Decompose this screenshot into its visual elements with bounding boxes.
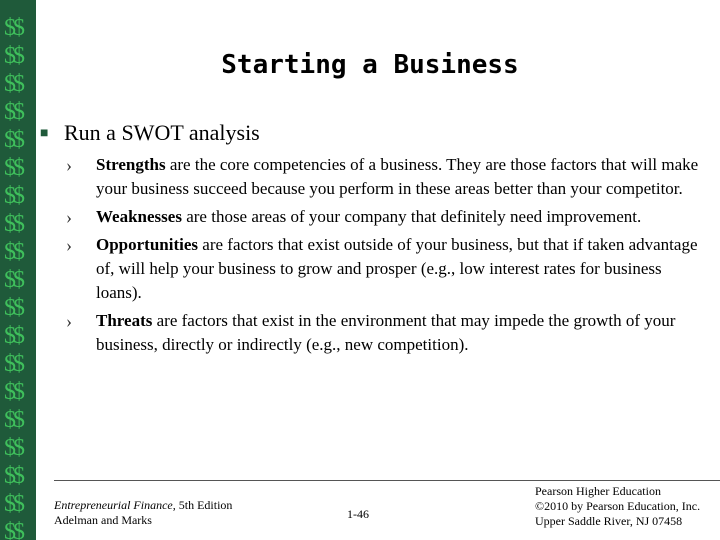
dollar-sign-icon: $$ — [4, 239, 22, 265]
dollar-sign-icon: $$ — [4, 351, 22, 377]
swot-list — [66, 153, 706, 361]
dollar-sign-icon: $$ — [4, 491, 22, 517]
description-opportunities: are factors that exist outside of your business, but that if taken advantage of, will help your business to grow and prosper (e.g., low interest rates for business loans). — [96, 235, 698, 302]
dollar-sign-icon: $$ — [4, 267, 22, 293]
dollar-sign-icon: $$ — [4, 295, 22, 321]
dollar-sign-icon: $$ — [4, 127, 22, 153]
dollar-sign-icon: $$ — [4, 15, 22, 41]
dollar-sign-sidebar — [0, 0, 36, 540]
book-authors: Adelman and Marks — [54, 513, 152, 527]
dollar-sign-icon: $$ — [4, 99, 22, 125]
main-bullet — [40, 120, 700, 150]
term-weaknesses: Weaknesses — [96, 207, 182, 226]
dollar-sign-icon: $$ — [4, 43, 22, 69]
dollar-sign-icon: $$ — [4, 183, 22, 209]
chevron-right-icon: › — [66, 311, 72, 331]
list-item-opportunities — [66, 233, 706, 305]
chevron-right-icon: › — [66, 235, 72, 255]
term-threats: Threats — [96, 311, 153, 330]
dollar-sign-icon: $$ — [4, 323, 22, 349]
dollar-sign-icon: $$ — [4, 519, 22, 540]
main-bullet-text: Run a SWOT analysis — [64, 120, 260, 145]
chevron-right-icon: › — [66, 207, 72, 227]
book-title: Entrepreneurial Finance, — [54, 498, 176, 512]
book-edition: 5th Edition — [175, 498, 233, 512]
publisher-address: Upper Saddle River, NJ 07458 — [535, 514, 683, 528]
description-strengths: are the core competencies of a business. They are those factors that will make your business succeed because you perform in these areas better than your competitor. — [96, 155, 699, 198]
copyright-line: ©2010 by Pearson Education, Inc. — [535, 499, 701, 513]
dollar-sign-icon: $$ — [4, 71, 22, 97]
dollar-sign-icon: $$ — [4, 155, 22, 181]
footer-book-info — [54, 498, 314, 528]
footer-divider — [54, 480, 720, 481]
footer-publisher — [535, 484, 715, 529]
square-bullet-icon: ■ — [40, 126, 49, 141]
dollar-sign-icon: $$ — [4, 211, 22, 237]
list-item-threats — [66, 309, 706, 357]
list-item-strengths — [66, 153, 706, 201]
dollar-sign-icon: $$ — [4, 379, 22, 405]
page-number: 1-46 — [347, 507, 369, 521]
description-weaknesses: are those areas of your company that definitely need improvement. — [181, 207, 642, 226]
description-threats: are factors that exist in the environment that may impede the growth of your business, directly or indirectly (e.g., new competition). — [96, 311, 676, 354]
dollar-sign-icon: $$ — [4, 435, 22, 461]
term-opportunities: Opportunities — [96, 235, 199, 254]
slide-title: Starting a Business — [221, 50, 519, 80]
list-item-weaknesses — [66, 205, 706, 229]
term-strengths: Strengths — [96, 155, 166, 174]
publisher-name: Pearson Higher Education — [535, 484, 661, 498]
dollar-sign-icon: $$ — [4, 463, 22, 489]
dollar-sign-icon: $$ — [4, 407, 22, 433]
chevron-right-icon: › — [66, 155, 72, 175]
